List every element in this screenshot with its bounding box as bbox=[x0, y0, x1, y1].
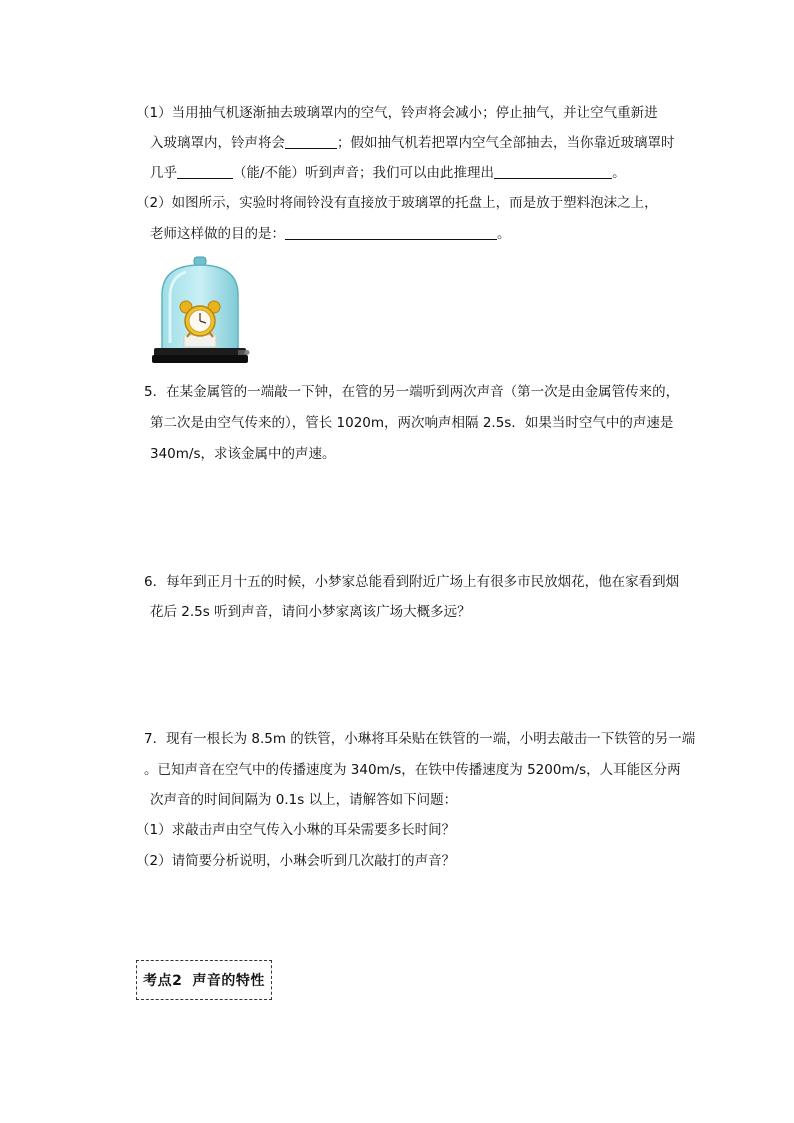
q4-part1-line2 bbox=[150, 134, 675, 152]
q7-line2 bbox=[144, 761, 681, 779]
q4-part1-line3 bbox=[150, 164, 626, 182]
q6-text1: 6．每年到正月十五的时候，小梦家总能看到附近广场上有很多市民放烟花，他在家看到烟 bbox=[144, 574, 680, 590]
answer-blank-4[interactable] bbox=[285, 225, 497, 240]
q7-sub1 bbox=[136, 821, 455, 839]
section-code: 考点2 bbox=[143, 973, 183, 989]
bell-jar-alarm-clock-figure bbox=[150, 255, 250, 367]
answer-blank-2[interactable] bbox=[177, 164, 233, 179]
q6-text2: 花后 2.5s 听到声音，请问小梦家离该广场大概多远？ bbox=[150, 604, 471, 620]
q7-text3: 次声音的时间间隔为 0.1s 以上，请解答如下问题： bbox=[150, 792, 458, 808]
q5-line2 bbox=[150, 414, 673, 432]
q7-line3 bbox=[150, 791, 457, 809]
q5-text2: 第二次是由空气传来的），管长 1020m，两次响声相隔 2.5s．如果当时空气中的声速是 bbox=[150, 415, 674, 431]
section-title: 声音的特性 bbox=[192, 973, 265, 989]
q4-part1-text1: （1）当用抽气机逐渐抽去玻璃罩内的空气，铃声将会减小；停止抽气，并让空气重新进 bbox=[136, 105, 658, 121]
q4-part1-text3c: 。 bbox=[612, 165, 626, 181]
q4-part1-line1 bbox=[136, 104, 658, 122]
q4-part2-text1: （2）如图所示，实验时将闹铃没有直接放于玻璃罩的托盘上，而是放于塑料泡沫之上， bbox=[136, 195, 658, 211]
section-heading-box bbox=[136, 960, 272, 1000]
answer-blank-3[interactable] bbox=[494, 164, 612, 179]
q7-sub2 bbox=[136, 852, 455, 870]
q6-line2 bbox=[150, 603, 471, 621]
q7-sub2-text: （2）请简要分析说明，小琳会听到几次敲打的声音？ bbox=[136, 853, 456, 869]
q6-line1 bbox=[144, 573, 679, 591]
q5-line1 bbox=[144, 383, 679, 401]
bell-jar-illustration bbox=[150, 255, 250, 367]
q4-part2-text2b: 。 bbox=[497, 226, 511, 242]
q4-part1-text3a: 几乎 bbox=[150, 165, 177, 181]
q7-line1 bbox=[144, 730, 695, 748]
q4-part1-text2a: 入玻璃罩内，铃声将会 bbox=[150, 135, 285, 151]
q5-line3 bbox=[150, 445, 336, 463]
q4-part2-line2 bbox=[150, 225, 511, 243]
q4-part2-text2a: 老师这样做的目的是： bbox=[150, 226, 285, 242]
q5-text1: 5．在某金属管的一端敲一下钟，在管的另一端听到两次声音（第一次是由金属管传来的， bbox=[144, 384, 680, 400]
answer-blank-1[interactable] bbox=[285, 134, 337, 149]
q4-part1-text2b: ；假如抽气机若把罩内空气全部抽去，当你靠近玻璃罩时 bbox=[337, 135, 675, 151]
q4-part1-text3b: （能/不能）听到声音；我们可以由此推理出 bbox=[233, 165, 495, 181]
q5-text3: 340m/s，求该金属中的声速。 bbox=[150, 446, 336, 462]
q7-text2: 。已知声音在空气中的传播速度为 340m/s，在铁中传播速度为 5200m/s，人耳能区分两 bbox=[144, 762, 681, 778]
q7-text1: 7．现有一根长为 8.5m 的铁管，小琳将耳朵贴在铁管的一端，小明去敲击一下铁管的另一端 bbox=[144, 731, 696, 747]
q4-part2-line1 bbox=[136, 194, 658, 212]
q7-sub1-text: （1）求敲击声由空气传入小琳的耳朵需要多长时间？ bbox=[136, 822, 456, 838]
